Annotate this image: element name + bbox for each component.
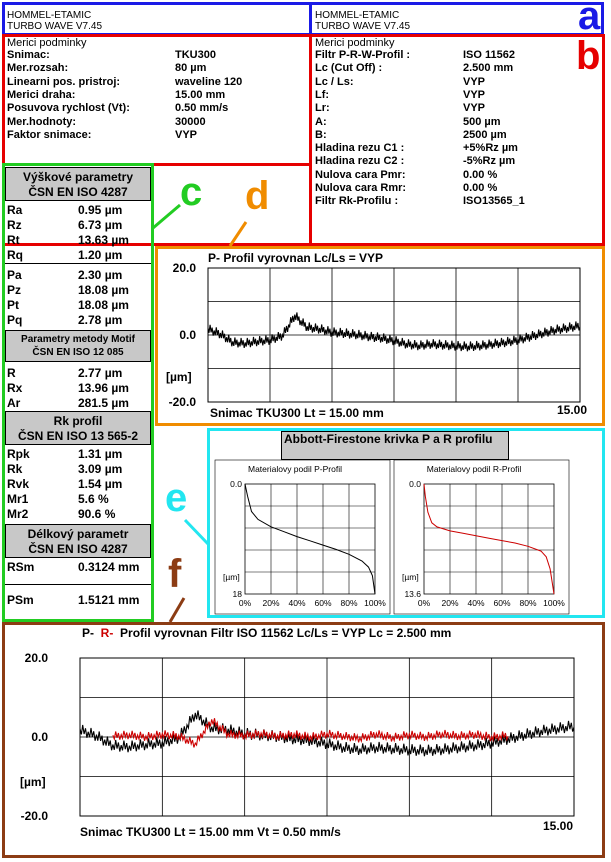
- abbott-subtitle: Materialovy podil R-Profil: [426, 464, 522, 474]
- param-label: Rt: [7, 233, 20, 247]
- param-label: Filtr P-R-W-Profil :: [315, 49, 411, 61]
- param-label: Merici draha:: [7, 88, 76, 101]
- header-right-line1: HOMMEL-ETAMIC: [315, 10, 400, 21]
- height-params-title: Výškové parametry: [22, 170, 134, 184]
- params-divider-1: [5, 263, 151, 264]
- abbott-xtick: 100%: [543, 598, 565, 608]
- abbott-xtick: 100%: [364, 598, 386, 608]
- param-value: VYP: [463, 102, 486, 115]
- abbott-subtitle: Materialovy podil P-Profil: [247, 464, 343, 474]
- param-value: 3.09 µm: [78, 462, 123, 476]
- param-value: 500 µm: [463, 115, 501, 128]
- param-value: 13.96 µm: [78, 381, 129, 395]
- length-params-title: Délkový parametr: [27, 527, 129, 541]
- param-value: 2.77 µm: [78, 366, 123, 380]
- param-value: 2.500 mm: [463, 62, 514, 75]
- height-params-header: [5, 167, 151, 201]
- rk-params-title: Rk profil: [53, 414, 103, 428]
- abbott-ytop: 0.0: [409, 479, 421, 489]
- param-label: Filtr Rk-Profilu :: [315, 195, 399, 208]
- chart-d: [160, 250, 600, 422]
- param-label: Mer.hodnoty:: [7, 115, 77, 128]
- param-value: 18.08 µm: [78, 298, 129, 312]
- param-value: VYP: [175, 128, 198, 141]
- param-value: 90.6 %: [78, 507, 116, 521]
- param-value: 30000: [175, 115, 206, 128]
- abbott-ybottom: 13.6: [404, 589, 421, 599]
- chart-e: [212, 458, 602, 616]
- param-label: R: [7, 366, 16, 380]
- y-tick-label: 0.0: [179, 328, 196, 342]
- header-right-line2: TURBO WAVE V7.45: [315, 21, 411, 32]
- params-divider-2: [5, 584, 151, 585]
- length-params-header: [5, 524, 151, 558]
- param-value: ISO13565_1: [463, 195, 525, 208]
- abbott-xtick: 40%: [288, 598, 306, 608]
- chart-f-title-r: R-: [100, 626, 114, 640]
- param-value: 80 µm: [175, 62, 207, 75]
- param-label: Lc (Cut Off) :: [315, 62, 383, 75]
- abbott-title-box: [281, 431, 509, 460]
- param-label: Lr:: [315, 102, 330, 115]
- param-label: Posuvova rychlost (Vt):: [7, 102, 130, 115]
- param-value: 0.3124 mm: [78, 560, 140, 574]
- y-tick-label: -20.0: [168, 395, 196, 409]
- motif-params-standard: ČSN EN ISO 12 085: [32, 347, 124, 358]
- param-label: Mr2: [7, 507, 29, 521]
- param-label: Pz: [7, 283, 22, 297]
- param-label: Hladina rezu C2 :: [315, 155, 405, 168]
- param-value: 18.08 µm: [78, 283, 129, 297]
- rk-params-header: [5, 411, 151, 445]
- param-value: VYP: [463, 75, 486, 88]
- param-value: TKU300: [175, 49, 216, 61]
- param-value: -5%Rz µm: [463, 155, 516, 168]
- param-label: Snimac:: [7, 49, 50, 61]
- param-label: Rk: [7, 462, 23, 476]
- conditions-left-title: Merici podminky: [7, 37, 87, 49]
- y-axis-label: [µm]: [166, 370, 192, 384]
- param-label: Pq: [7, 313, 23, 327]
- param-label: Rpk: [7, 447, 30, 461]
- motif-params-header: [5, 330, 151, 362]
- param-value: 1.54 µm: [78, 477, 123, 491]
- param-label: Lf:: [315, 88, 330, 101]
- motif-params-title: Parametry metody Motif: [21, 334, 135, 345]
- header-left-line2: TURBO WAVE V7.45: [7, 21, 103, 32]
- abbott-ybottom: 18: [232, 589, 242, 599]
- param-label: Rz: [7, 218, 22, 232]
- param-label: Linearni pos. pristroj:: [7, 75, 121, 88]
- param-value: 0.95 µm: [78, 203, 123, 217]
- abbott-ylabel: [µm]: [223, 572, 240, 582]
- y-tick-label: 0.0: [31, 730, 48, 744]
- chart-f: [8, 640, 600, 854]
- param-label: RSm: [7, 560, 35, 574]
- abbott-plot-frame: [424, 484, 554, 594]
- param-label: Faktor snimace:: [7, 128, 92, 141]
- param-label: Rx: [7, 381, 23, 395]
- length-params-standard: ČSN EN ISO 4287: [28, 542, 128, 556]
- param-value: 1.5121 mm: [78, 593, 140, 607]
- param-label: B:: [315, 128, 327, 141]
- param-value: 0.00 %: [463, 168, 498, 181]
- param-label: Rvk: [7, 477, 30, 491]
- param-value: 281.5 µm: [78, 396, 129, 410]
- param-value: 1.31 µm: [78, 447, 123, 461]
- chart-f-title: [82, 627, 451, 640]
- x-axis-label: Snimac TKU300 Lt = 15.00 mm Vt = 0.50 mm/s: [80, 825, 341, 839]
- abbott-xtick: 80%: [519, 598, 537, 608]
- param-value: 13.63 µm: [78, 233, 129, 247]
- label-letter-a: a: [578, 0, 601, 38]
- param-label: Pa: [7, 268, 22, 282]
- abbott-xtick: 0%: [417, 598, 431, 608]
- param-value: 2500 µm: [463, 128, 507, 141]
- chart-f-title-p: P-: [82, 626, 94, 640]
- y-tick-label: 20.0: [172, 261, 196, 275]
- param-label: Ra: [7, 203, 23, 217]
- param-value: 6.73 µm: [78, 218, 123, 232]
- param-label: PSm: [7, 593, 34, 607]
- header-left-line1: HOMMEL-ETAMIC: [7, 10, 92, 21]
- param-value: 5.6 %: [78, 492, 109, 506]
- abbott-xtick: 20%: [262, 598, 280, 608]
- label-letter-b: b: [576, 34, 601, 78]
- abbott-plot-frame: [245, 484, 375, 594]
- abbott-xtick: 0%: [238, 598, 252, 608]
- x-end-label: 15.00: [543, 819, 574, 833]
- param-value: waveline 120: [175, 75, 243, 88]
- y-axis-label: [µm]: [20, 775, 46, 789]
- param-label: Nulova cara Pmr:: [315, 168, 406, 181]
- chart-d-title: P- Profil vyrovnan Lc/Ls = VYP: [208, 251, 384, 265]
- abbott-xtick: 60%: [493, 598, 511, 608]
- label-letter-e: e: [165, 476, 188, 520]
- abbott-xtick: 20%: [441, 598, 459, 608]
- y-tick-label: -20.0: [20, 809, 48, 823]
- x-end-label: 15.00: [557, 403, 588, 417]
- abbott-xtick: 40%: [467, 598, 485, 608]
- abbott-xtick: 60%: [314, 598, 332, 608]
- label-letter-d: d: [245, 174, 270, 218]
- abbott-title: Abbott-Firestone krivka P a R profilu: [284, 432, 493, 446]
- param-label: Hladina rezu C1 :: [315, 142, 405, 155]
- param-label: Pt: [7, 298, 19, 312]
- param-value: VYP: [463, 88, 486, 101]
- height-params-standard: ČSN EN ISO 4287: [28, 185, 128, 199]
- param-value: 15.00 mm: [175, 88, 226, 101]
- param-value: 0.50 mm/s: [175, 102, 229, 115]
- abbott-curve-r: [424, 484, 554, 594]
- param-label: Rq: [7, 248, 23, 262]
- param-value: ISO 11562: [463, 49, 515, 61]
- abbott-ylabel: [µm]: [402, 572, 419, 582]
- param-label: Lc / Ls:: [315, 75, 354, 88]
- rk-params-standard: ČSN EN ISO 13 565-2: [17, 429, 139, 443]
- abbott-xtick: 80%: [340, 598, 358, 608]
- param-value: 2.30 µm: [78, 268, 123, 282]
- conditions-right-title: Merici podminky: [315, 37, 395, 49]
- param-label: Ar: [7, 396, 21, 410]
- param-value: 0.00 %: [463, 182, 498, 194]
- label-letter-f: f: [168, 552, 182, 596]
- param-value: +5%Rz µm: [463, 142, 518, 155]
- param-label: Mer.rozsah:: [7, 62, 69, 75]
- param-value: 1.20 µm: [78, 248, 123, 262]
- label-letter-c: c: [180, 170, 203, 214]
- chart-f-title-rest: Profil vyrovnan Filtr ISO 11562 Lc/Ls = VYP Lc = 2.500 mm: [120, 626, 452, 640]
- param-label: Mr1: [7, 492, 29, 506]
- param-value: 2.78 µm: [78, 313, 123, 327]
- param-label: Nulova cara Rmr:: [315, 182, 407, 194]
- y-tick-label: 20.0: [24, 651, 48, 665]
- abbott-ytop: 0.0: [230, 479, 242, 489]
- x-axis-label: Snimac TKU300 Lt = 15.00 mm: [210, 406, 384, 420]
- param-label: A:: [315, 115, 327, 128]
- abbott-curve-p: [245, 484, 375, 594]
